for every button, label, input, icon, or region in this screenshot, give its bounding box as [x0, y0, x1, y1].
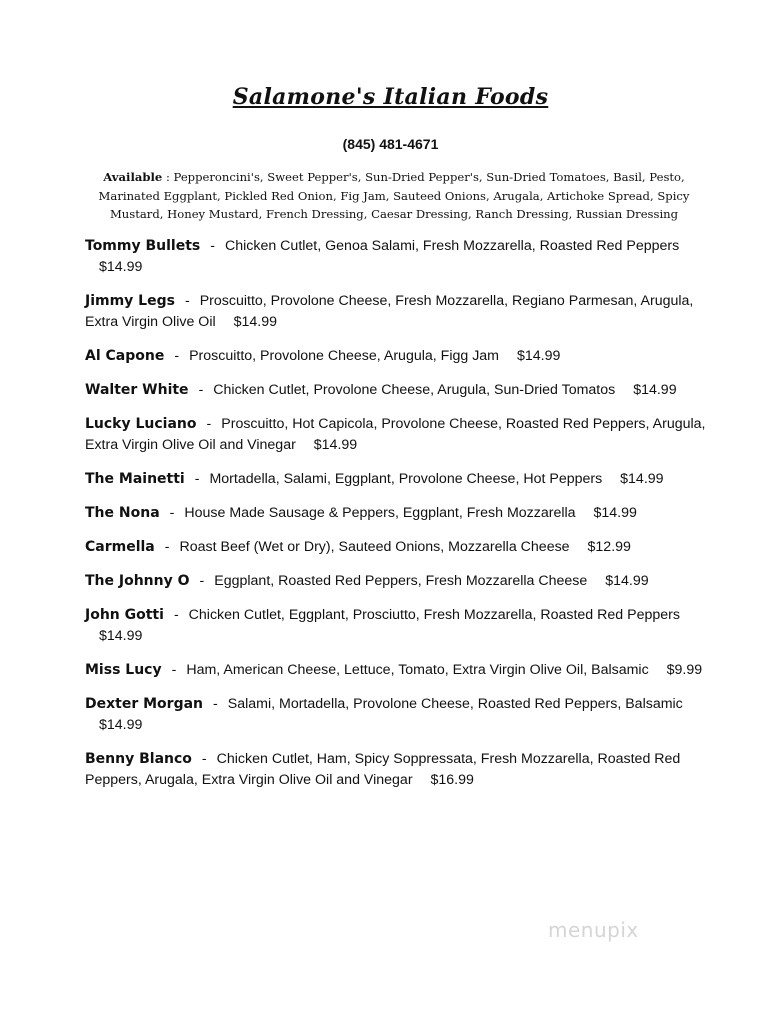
item-price: $14.99 [593, 505, 637, 521]
item-price: $14.99 [620, 471, 664, 487]
item-description: Eggplant, Roasted Red Peppers, Fresh Mozzarella Cheese [214, 573, 588, 589]
menu-item [85, 414, 715, 456]
item-separator: - [184, 293, 190, 309]
item-name: John Gotti [85, 607, 164, 623]
item-name: Benny Blanco [85, 751, 192, 767]
item-price: $14.99 [605, 573, 649, 589]
item-description: Chicken Cutlet, Genoa Salami, Fresh Mozzarella, Roasted Red Peppers [224, 238, 680, 254]
menu-items-list [85, 236, 715, 804]
item-name: Carmella [85, 539, 155, 555]
item-description: Proscuitto, Provolone Cheese, Arugula, Figg Jam [189, 348, 499, 364]
menu-item [85, 380, 715, 401]
item-separator: - [213, 696, 218, 712]
menu-item [85, 346, 715, 367]
item-name: The Nona [85, 505, 160, 521]
item-name: The Johnny O [85, 573, 190, 589]
item-price: $14.99 [633, 382, 677, 398]
available-list: : Pepperoncini's, Sweet Pepper's, Sun-Dried Pepper's, Sun-Dried Tomatoes, Basil, Pesto, Marinated Eggplant, Pickled Red Onion, Fig Jam, Sauteed Onions, Arugala, Artichoke Spread, Spicy Mustard, Honey Mustard, French Dressing, Caesar Dressing, Ranch Dressing, Russian Dressing [98, 170, 690, 221]
item-price: $14.99 [99, 628, 143, 644]
item-description: Chicken Cutlet, Ham, Spicy Soppressata, Fresh Mozzarella, Roasted Red Peppers, Arugala, Extra Virgin Olive Oil and Vinegar [85, 751, 681, 788]
item-price: $14.99 [233, 314, 277, 330]
item-separator: - [169, 505, 175, 521]
menu-item [85, 749, 715, 791]
item-description: Mortadella, Salami, Eggplant, Provolone Cheese, Hot Peppers [209, 471, 603, 487]
menu-item [85, 503, 715, 524]
item-separator: - [198, 382, 204, 398]
item-name: Tommy Bullets [85, 238, 201, 254]
item-price: $16.99 [430, 772, 474, 788]
item-description: Roast Beef (Wet or Dry), Sauteed Onions, Mozzarella Cheese [179, 539, 570, 555]
item-name: Dexter Morgan [85, 696, 204, 712]
available-label: Available [103, 170, 163, 184]
phone-number: (845) 481-4671 [342, 136, 439, 152]
item-description: Salami, Mortadella, Provolone Cheese, Roasted Red Peppers, Balsamic [227, 696, 683, 712]
menu-item [85, 660, 715, 681]
menu-item [85, 694, 715, 736]
item-price: $12.99 [587, 539, 631, 555]
menu-item [85, 236, 715, 278]
page-title: Salamone's Italian Foods [232, 84, 549, 110]
item-separator: - [210, 238, 215, 254]
item-separator: - [206, 416, 212, 432]
item-name: Miss Lucy [85, 662, 162, 678]
menu-item [85, 291, 715, 333]
item-description: Proscuitto, Provolone Cheese, Fresh Mozzarella, Regiano Parmesan, Arugula, Extra Virgin Olive Oil [85, 293, 694, 330]
item-separator: - [199, 573, 205, 589]
item-description: Chicken Cutlet, Provolone Cheese, Arugula, Sun-Dried Tomatos [213, 382, 616, 398]
item-separator: - [173, 607, 179, 623]
item-description: Chicken Cutlet, Eggplant, Prosciutto, Fresh Mozzarella, Roasted Red Peppers [188, 607, 680, 623]
menu-item [85, 469, 715, 490]
watermark-logo: menupix [548, 918, 639, 942]
item-price: $14.99 [313, 437, 358, 453]
item-description: Ham, American Cheese, Lettuce, Tomato, Extra Virgin Olive Oil, Balsamic [186, 662, 649, 678]
item-separator: - [164, 539, 170, 555]
item-separator: - [194, 471, 200, 487]
item-separator: - [174, 348, 180, 364]
item-name: Jimmy Legs [85, 293, 175, 309]
menu-item [85, 571, 715, 592]
menu-item [85, 605, 715, 647]
item-description: Proscuitto, Hot Capicola, Provolone Cheese, Roasted Red Peppers, Arugula, Extra Virgin Olive Oil and Vinegar [85, 416, 706, 453]
item-name: Walter White [85, 382, 189, 398]
available-toppings [88, 168, 700, 224]
item-price: $14.99 [516, 348, 561, 364]
item-name: Al Capone [85, 348, 165, 364]
item-name: Lucky Luciano [85, 416, 197, 432]
menu-item [85, 537, 715, 558]
item-name: The Mainetti [85, 471, 185, 487]
item-price: $9.99 [666, 662, 703, 678]
item-price: $14.99 [99, 717, 143, 733]
item-price: $14.99 [99, 259, 143, 275]
item-separator: - [201, 751, 207, 767]
item-separator: - [171, 662, 177, 678]
item-description: House Made Sausage & Peppers, Eggplant, Fresh Mozzarella [184, 505, 576, 521]
